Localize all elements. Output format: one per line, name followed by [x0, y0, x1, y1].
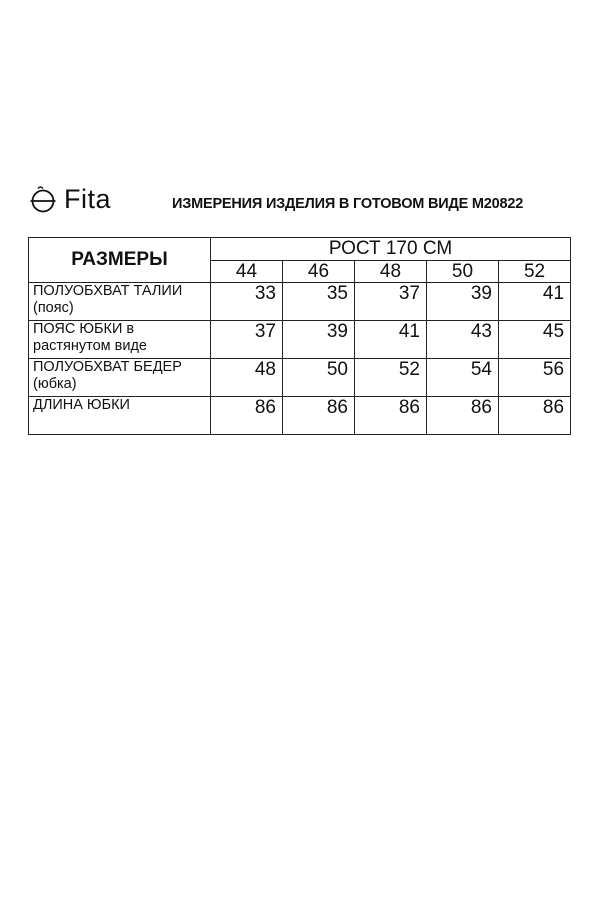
size-header-cell: 48 — [355, 260, 427, 283]
size-header-cell: 44 — [211, 260, 283, 283]
table-cell: 37 — [211, 321, 283, 359]
row-label — [29, 359, 211, 397]
table-header-row — [29, 238, 571, 261]
row-label-line: ДЛИНА ЮБКИ — [33, 397, 130, 413]
table-row — [29, 283, 571, 321]
table-row — [29, 359, 571, 397]
table-cell: 39 — [427, 283, 499, 321]
table-cell: 41 — [499, 283, 571, 321]
table-cell: 86 — [499, 397, 571, 435]
row-label-line: (пояс) — [33, 300, 74, 316]
size-header-cell: 50 — [427, 260, 499, 283]
table-cell: 86 — [211, 397, 283, 435]
table-cell: 48 — [211, 359, 283, 397]
size-header-cell: 52 — [499, 260, 571, 283]
document-title: ИЗМЕРЕНИЯ ИЗДЕЛИЯ В ГОТОВОМ ВИДЕ М20822 — [172, 196, 524, 212]
row-label-line: растянутом виде — [33, 338, 147, 354]
table-cell: 45 — [499, 321, 571, 359]
row-label-line: ПОЯС ЮБКИ в — [33, 321, 135, 337]
table-cell: 86 — [283, 397, 355, 435]
theta-logo-icon — [28, 184, 58, 214]
table-cell: 86 — [355, 397, 427, 435]
row-label-line: ПОЛУОБХВАТ БЕДЕР — [33, 359, 182, 375]
table-cell: 43 — [427, 321, 499, 359]
table-cell: 39 — [283, 321, 355, 359]
row-label — [29, 397, 211, 435]
size-table — [28, 237, 571, 435]
table-cell: 86 — [427, 397, 499, 435]
brand-name: Fita — [64, 183, 112, 214]
table-cell: 52 — [355, 359, 427, 397]
row-label — [29, 321, 211, 359]
table-row — [29, 397, 571, 435]
sizes-header: РАЗМЕРЫ — [29, 238, 211, 283]
table-cell: 50 — [283, 359, 355, 397]
row-label-line: ПОЛУОБХВАТ ТАЛИИ — [33, 283, 183, 299]
table-cell: 54 — [427, 359, 499, 397]
size-header-cell: 46 — [283, 260, 355, 283]
table-cell: 35 — [283, 283, 355, 321]
table-cell: 41 — [355, 321, 427, 359]
table-cell: 56 — [499, 359, 571, 397]
table-cell: 37 — [355, 283, 427, 321]
brand-logo — [28, 182, 111, 216]
row-label-line: (юбка) — [33, 376, 77, 392]
table-row — [29, 321, 571, 359]
table-cell: 33 — [211, 283, 283, 321]
height-header: РОСТ 170 СМ — [211, 238, 571, 261]
row-label — [29, 283, 211, 321]
